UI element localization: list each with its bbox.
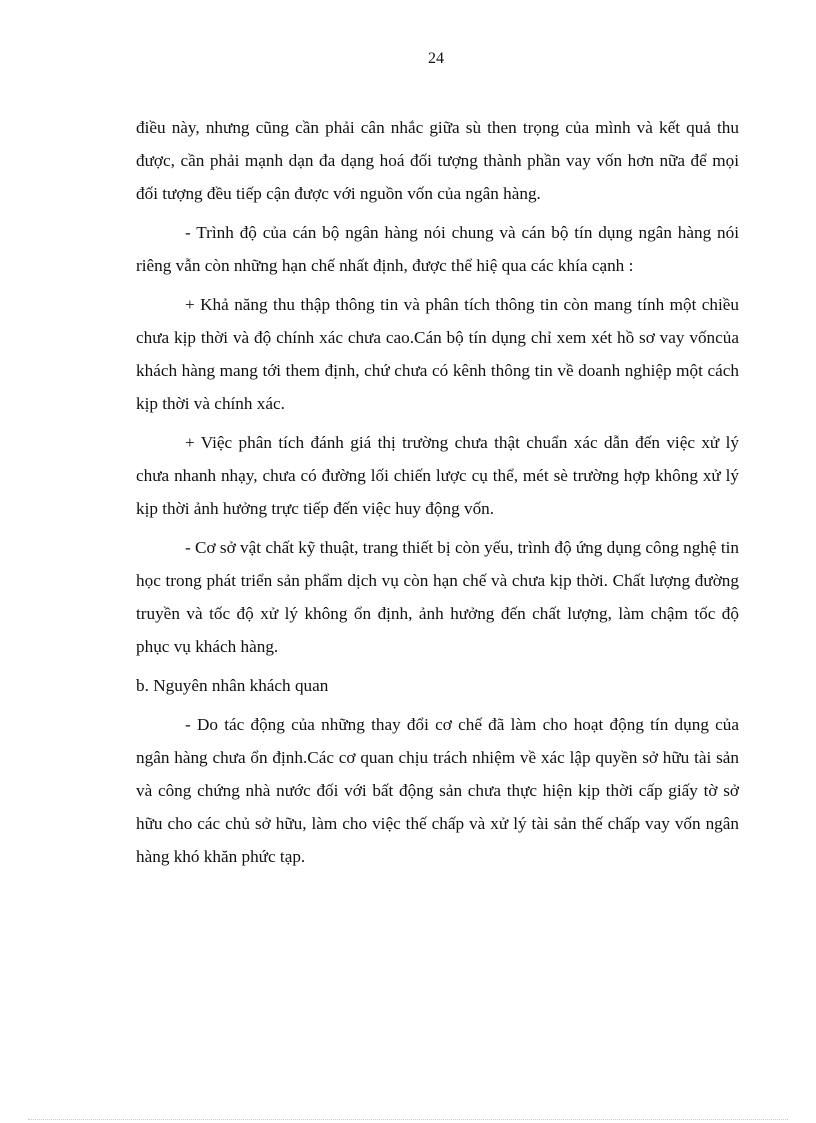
paragraph-information-analysis: + Khả năng thu thập thông tin và phân tích thông tin còn mang tính một chiều chưa kịp thời và độ chính xác chưa cao.Cán bộ tín dụng chỉ xem xét hồ sơ vay vốncủa khách hàng mang tới them định, chứ chưa có kênh thông tin về doanh nghiệp một cách kịp thời và chính xác. [136, 295, 739, 413]
paragraph-mechanism-changes: - Do tác động của những thay đổi cơ chế đã làm cho hoạt động tín dụng của ngân hàng chưa ổn định.Các cơ quan chịu trách nhiệm về xác lập quyền sở hữu tài sản và công chứng nhà nước đối với bất động sản chưa thực hiện kịp thời cấp giấy tờ sở hữu cho các chủ sở hữu, làm cho việc thế chấp và xử lý tài sản thế chấp vay vốn ngân hàng khó khăn phức tạp. [136, 715, 739, 866]
document-body [136, 111, 739, 879]
page-number: 24 [428, 50, 444, 67]
paragraph-staff-qualification: - Trình độ của cán bộ ngân hàng nói chung và cán bộ tín dụng ngân hàng nói riêng vẫn còn những hạn chế nhất định, được thể hiệ qua các khía cạnh : [136, 223, 739, 275]
paragraph-continuation: điều này, nhưng cũng cần phải cân nhắc giữa sù then trọng của mình và kết quả thu được, cần phải mạnh dạn đa dạng hoá đối tượng thành phần vay vốn hơn nữa để mọi đối tượng đều tiếp cận được với nguồn vốn của ngân hàng. [136, 118, 739, 203]
paragraph-market-analysis: + Việc phân tích đánh giá thị trường chưa thật chuẩn xác dẫn đến việc xử lý chưa nhanh nhạy, chưa có đường lối chiến lược cụ thể, mét sè trường hợp không xử lý kịp thời ảnh hưởng trực tiếp đến việc huy động vốn. [136, 433, 739, 518]
page-bottom-divider [28, 1119, 788, 1120]
section-heading-objective-causes: b. Nguyên nhân khách quan [136, 676, 329, 695]
paragraph-infrastructure: - Cơ sở vật chất kỹ thuật, trang thiết bị còn yếu, trình độ ứng dụng công nghệ tin học trong phát triển sản phẩm dịch vụ còn hạn chế và chưa kịp thời. Chất lượng đường truyền và tốc độ xử lý không ổn định, ảnh hưởng đến chất lượng, làm chậm tốc độ phục vụ khách hàng. [136, 538, 739, 656]
